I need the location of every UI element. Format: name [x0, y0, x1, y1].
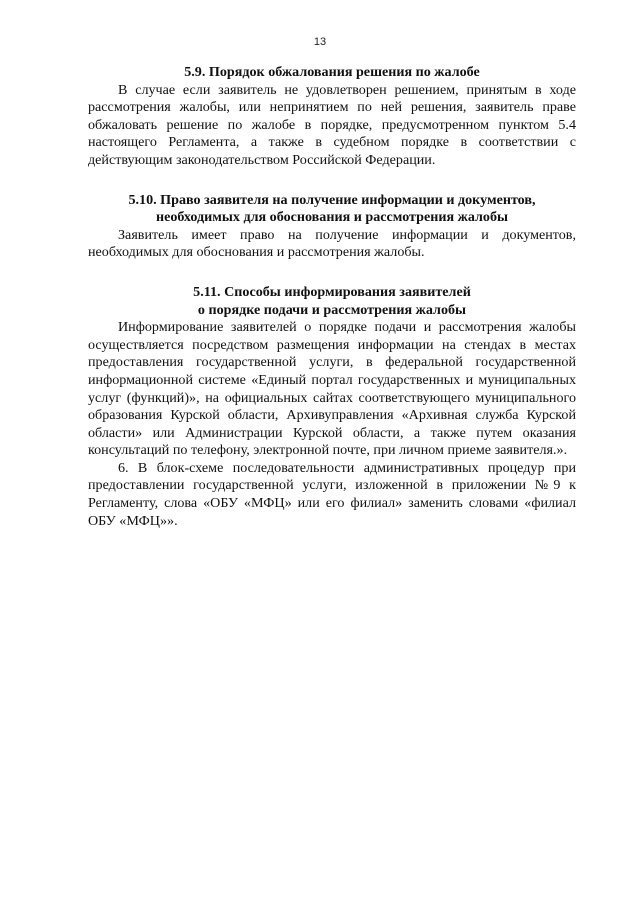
section-paragraph: В случае если заявитель не удовлетворен решением, принятым в ходе рассмотрения жалобы, или непринятием по ней решения, заявитель праве обжаловать решение по жалобе в порядке, предусмотренном пунктом 5.4 настоящего Регламента, а также в судебном порядке в соответствии с действующим законодательством Российской Федерации. [88, 81, 576, 168]
section-5-11 [88, 284, 576, 460]
section-title-line-1: 5.10. Право заявителя на получение информации и документов, [128, 191, 536, 208]
page-number: 13 [313, 36, 327, 48]
section-title: 5.9. Порядок обжалования решения по жалобе [184, 64, 480, 80]
section-paragraph: Заявитель имеет право на получение информации и документов, необходимых для обоснования и рассмотрения жалобы. [88, 226, 576, 261]
section-paragraph: Информирование заявителей о порядке подачи и рассмотрения жалобы осуществляется посредством размещения информации на стендах в местах предоставления государственной услуги, в федеральной государственной информационной системе «Единый портал государственных и муниципальных услуг (функций)», на официальных сайтах соответствующего муниципального образования Курской области, Архивуправления «Архивная служба Курской области» или Администрации Курской области, а также путем оказания консультаций по телефону, электронной почте, при личном приеме заявителя.». [88, 319, 576, 459]
section-5-10 [88, 192, 576, 262]
section-title-line-2: необходимых для обоснования и рассмотрения жалобы [155, 209, 509, 226]
section-title-line-2: о порядке подачи и рассмотрения жалобы [197, 301, 467, 318]
section-5-9 [88, 64, 576, 170]
closing-paragraph: 6. В блок-схеме последовательности административных процедур при предоставлении государственной услуги, изложенной в приложении №9 к Регламенту, слова «ОБУ «МФЦ» или его филиал» заменить словами «филиал ОБУ «МФЦ»». [88, 459, 576, 529]
section-title-line-1: 5.11. Способы информирования заявителей [193, 283, 471, 300]
document-body [88, 64, 576, 530]
